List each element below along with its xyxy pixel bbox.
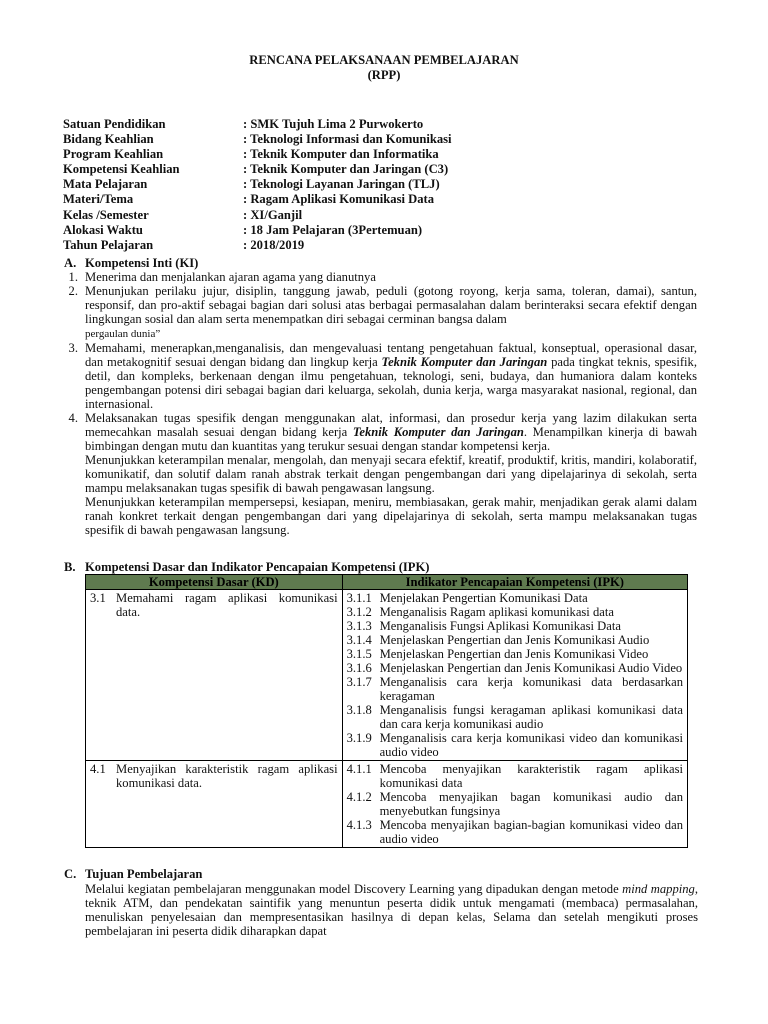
identity-key: Kompetensi Keahlian	[63, 162, 180, 177]
ipk-entry	[347, 731, 683, 759]
ki-number: 3.	[68, 341, 78, 355]
ki-text: pada tingkat teknis, spesifik, detil, dan kompleks, berkenaan dengan ilmu pengetahuan, teknologi, seni, budaya, dan humaniora dalam konteks pengembangan potensi diri sebagai bagian dari keluarga, sekolah, dunia kerja, warga masyarakat nasional, regional, dan internasional.	[85, 355, 697, 411]
section-title: Kompetensi Inti (KI)	[85, 256, 199, 270]
ki-list	[65, 270, 697, 537]
identity-value: : Teknik Komputer dan Informatika	[243, 147, 439, 162]
ipk-entry	[347, 661, 683, 675]
ipk-text: Menganalisis cara kerja komunikasi video dan komunikasi audio video	[379, 731, 683, 759]
ki-text: Memahami, menerapkan,menganalisis, dan mengevaluasi tentang pengetahuan faktual, konseptual, operasional dasar, dan metakognitif sesuai dengan bidang dan lingkup kerja	[85, 341, 697, 369]
table-row	[86, 761, 688, 848]
ipk-entry	[347, 675, 683, 703]
ki-number: 4.	[68, 411, 78, 425]
ipk-entry	[347, 762, 683, 790]
ipk-text: Mencoba menyajikan karakteristik ragam aplikasi komunikasi data	[379, 762, 683, 790]
ki-text: Menunjukan perilaku jujur, disiplin, tanggung jawab, peduli (gotong royong, kerja sama, toleran, damai), santun, responsif, dan pro-aktif sebagai bagian dari solusi atas berbagai permasalahan dalam berinteraksi secara efektif dengan lingkungan sosial dan alam serta menempatkan diri sebagai cerminan bangsa dalam	[85, 284, 697, 326]
ipk-entry	[347, 703, 683, 731]
ki-paragraph: Menunjukkan keterampilan mempersepsi, kesiapan, meniru, membiasakan, gerak mahir, menjadikan gerak alami dalam ranah konkret terkait dengan pengembangan dari yang dipelajarinya di sekolah, serta mampu melaksanakan tugas spesifik di bawah pengawasan langsung.	[85, 495, 697, 537]
identity-value: : 18 Jam Pelajaran (3Pertemuan)	[243, 222, 423, 237]
ipk-number: 3.1.1	[346, 591, 372, 605]
ipk-text: Menjelaskan Pengertian dan Jenis Komunikasi Video	[379, 647, 649, 661]
table-row	[86, 590, 688, 761]
ipk-number: 4.1.3	[346, 818, 372, 832]
ipk-cell	[342, 590, 687, 761]
identity-value: : 2018/2019	[243, 237, 305, 252]
ki-item	[65, 284, 697, 341]
ipk-text: Menganalisis cara kerja komunikasi data berdasarkan keragaman	[379, 675, 683, 703]
ipk-text: Menganalisis fungsi keragaman aplikasi komunikasi data dan cara kerja komunikasi audio	[379, 703, 683, 731]
kd-cell	[86, 590, 343, 761]
identity-value: : Teknologi Informasi dan Komunikasi	[243, 132, 452, 147]
tujuan-emphasis: mind mapping	[622, 882, 695, 896]
ipk-entry	[347, 633, 683, 647]
kd-cell	[86, 761, 343, 848]
ki-emphasis: Teknik Komputer dan Jaringan	[352, 425, 524, 439]
ipk-entry	[347, 591, 683, 605]
section-letter: C.	[64, 867, 77, 881]
identity-key: Program Keahlian	[63, 147, 164, 162]
kd-text: Menyajikan karakteristik ragam aplikasi komunikasi data.	[116, 762, 338, 790]
document-title: RENCANA PELAKSANAAN PEMBELAJARAN	[249, 53, 519, 67]
section-letter: A.	[64, 256, 77, 270]
ki-item	[65, 341, 697, 411]
ki-item	[65, 270, 697, 284]
section-title: Kompetensi Dasar dan Indikator Pencapaian Kompetensi (IPK)	[85, 560, 430, 574]
ki-text: Menerima dan menjalankan ajaran agama yang dianutnya	[85, 270, 376, 284]
ipk-text: Menjelaskan Pengertian dan Jenis Komunikasi Audio Video	[379, 661, 683, 675]
ipk-number: 3.1.9	[346, 731, 372, 745]
identity-key: Bidang Keahlian	[63, 132, 154, 147]
ipk-number: 3.1.6	[346, 661, 372, 675]
ipk-text: Menganalisis Ragam aplikasi komunikasi data	[379, 605, 614, 619]
identity-value: : Ragam Aplikasi Komunikasi Data	[243, 192, 435, 207]
ki-text: . Menampilkan kinerja di bawah bimbingan dengan mutu dan kuantitas yang terukur sesuai dengan standar kompetensi kerja.	[85, 425, 697, 453]
ipk-number: 4.1.1	[346, 762, 372, 776]
ki-number: 1.	[68, 270, 78, 284]
ipk-number: 4.1.2	[346, 790, 372, 804]
identity-value: : Teknik Komputer dan Jaringan (C3)	[243, 162, 449, 177]
ki-paragraph: Menunjukkan keterampilan menalar, mengolah, dan menyaji secara efektif, kreatif, produktif, kritis, mandiri, kolaboratif, komunikatif, dan solutif dalam ranah abstrak terkait dengan pengembangan dari yang dipelajarinya di sekolah, serta mampu melaksanakan tugas spesifik di bawah pengawasan langsung.	[85, 453, 697, 495]
ki-item	[65, 411, 697, 453]
ki-emphasis: Teknik Komputer dan Jaringan	[381, 355, 548, 369]
tujuan-paragraph	[85, 882, 698, 938]
ipk-text: Menganalisis Fungsi Aplikasi Komunikasi Data	[379, 619, 621, 633]
ipk-entry	[347, 605, 683, 619]
identity-key: Materi/Tema	[63, 192, 134, 207]
ipk-entry	[347, 818, 683, 846]
ipk-number: 3.1.7	[346, 675, 372, 689]
section-title: Tujuan Pembelajaran	[85, 867, 203, 881]
ipk-entry	[347, 790, 683, 818]
tujuan-text: , teknik ATM, dan pendekatan saintifik yang menuntun peserta didik untuk mengamati (membaca) permasalahan, menuliskan penyelesaian dan mempresentasikan hasilnya di depan kelas, Selama dan setelah mengikuti proses pembelajaran ini peserta didik diharapkan dapat	[85, 882, 698, 938]
ipk-text: Mencoba menyajikan bagan komunikasi audio dan menyebutkan fungsinya	[379, 790, 683, 818]
table-header-row	[86, 575, 688, 590]
ipk-text: Menjelaskan Pengertian dan Jenis Komunikasi Audio	[379, 633, 650, 647]
header-ipk: Indikator Pencapaian Kompetensi (IPK)	[342, 575, 687, 590]
ipk-number: 3.1.3	[346, 619, 372, 633]
kd-ipk-table	[85, 574, 688, 848]
identity-key: Tahun Pelajaran	[63, 237, 154, 252]
ki-text: Melaksanakan tugas spesifik dengan menggunakan alat, informasi, dan prosedur kerja yang lazim dilakukan serta memecahkan masalah sesuai dengan bidang kerja	[85, 411, 697, 439]
ki-text-tail: pergaulan dunia”	[85, 328, 161, 340]
tujuan-text: Melalui kegiatan pembelajaran menggunakan model Discovery Learning yang dipadukan dengan metode	[85, 882, 619, 896]
ipk-number: 3.1.5	[346, 647, 372, 661]
identity-key: Mata Pelajaran	[63, 177, 148, 192]
ipk-text: Mencoba menyajikan bagian-bagian komunikasi video dan audio video	[379, 818, 683, 846]
ipk-cell	[342, 761, 687, 848]
identity-key: Satuan Pendidikan	[63, 117, 166, 131]
document-subtitle: (RPP)	[367, 68, 401, 82]
ipk-number: 3.1.8	[346, 703, 372, 717]
kd-entry	[90, 591, 338, 619]
identity-value: : Teknologi Layanan Jaringan (TLJ)	[243, 177, 440, 192]
identity-key: Kelas /Semester	[63, 207, 149, 222]
ipk-entry	[347, 647, 683, 661]
ki-number: 2.	[68, 284, 78, 298]
kd-number: 3.1	[90, 591, 106, 605]
ipk-text: Menjelakan Pengertian Komunikasi Data	[379, 591, 588, 605]
identity-value: : SMK Tujuh Lima 2 Purwokerto	[243, 117, 424, 131]
ipk-entry	[347, 619, 683, 633]
ipk-number: 3.1.4	[346, 633, 372, 647]
header-kd: Kompetensi Dasar (KD)	[86, 575, 343, 590]
kd-text: Memahami ragam aplikasi komunikasi data.	[116, 591, 338, 619]
identity-value: : XI/Ganjil	[243, 207, 303, 222]
kd-number: 4.1	[90, 762, 106, 776]
ipk-number: 3.1.2	[346, 605, 372, 619]
kd-entry	[90, 762, 338, 790]
section-letter: B.	[64, 560, 76, 574]
identity-key: Alokasi Waktu	[63, 222, 143, 237]
